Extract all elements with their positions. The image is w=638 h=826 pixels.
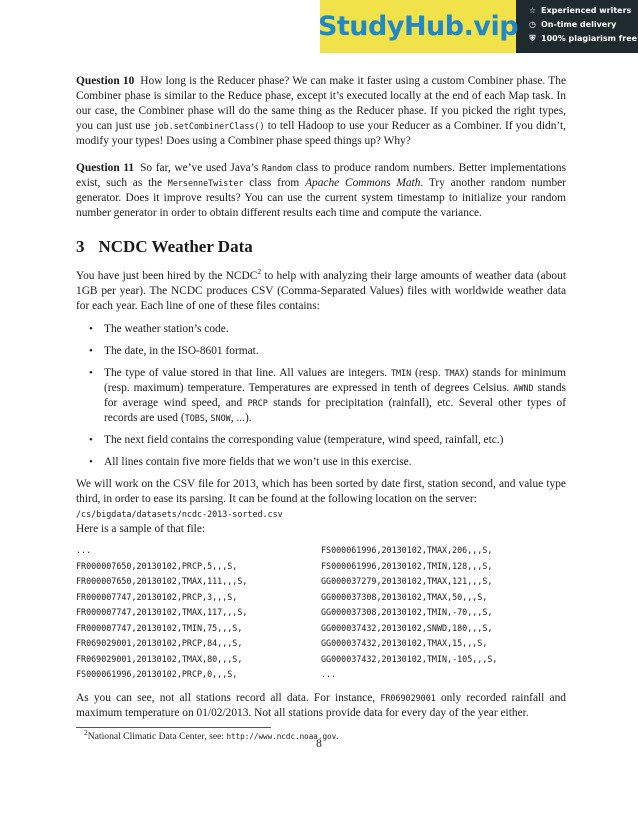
outro-paragraph — [76, 691, 566, 721]
text: The type of value stored in that line. All values are integers. — [104, 367, 391, 379]
badge-label: Experienced writers — [541, 6, 632, 15]
text: stands for average wind speed, and — [104, 382, 566, 409]
list-item — [76, 366, 566, 426]
section-heading — [76, 237, 566, 257]
footnote-link[interactable]: http://www.ncdc.noaa.gov — [226, 731, 337, 741]
text: to tell Hadoop to use your Reducer as a Combiner. If you didn’t, modify your types! Does using a Combiner phase speed things up? Why? — [76, 120, 566, 147]
text: class from — [243, 177, 306, 189]
list-item: • All lines contain five more fields that we won’t use in this exercise. — [76, 455, 566, 470]
code-line: FR000007747,20130102,PRCP,3,,,S, — [76, 591, 238, 602]
text: We will work on the CSV file for 2013, which has been sorted by date first, station second, and value type third, in order to ease its parsing. It can be found at the following location on the server: — [76, 478, 566, 505]
text: . Try another random number generator. Does it improve results? You can use the current system timestamp to initialize your random number generator in order to obtain different results each time and compute the variance. — [76, 177, 566, 219]
file-path: /cs/bigdata/datasets/ncdc-2013-sorted.csv — [76, 509, 283, 519]
badge-list — [516, 0, 638, 53]
code-line: FR000007650,20130102,TMAX,111,,,S, — [76, 576, 248, 586]
code-line: GG000037432,20130102,TMAX,15,,,S, — [321, 638, 488, 648]
text: to help with analyzing their large amounts of weather data (about 1GB per year). The NCDC produces CSV (Comma-Separated Values) files with worldwide weather data for each year. Each line of one of these files contains: — [76, 270, 566, 312]
code-line: FS000061996,20130102,TMIN,128,,,S, — [321, 560, 493, 571]
inline-code: TOBS — [184, 413, 205, 423]
text: So far, we’ve used Java’s — [140, 162, 262, 174]
text: As you can see, not all stations record all data. For instance, — [76, 691, 381, 704]
clock-icon: ◷ — [529, 20, 536, 29]
text: Here is a sample of that file: — [76, 523, 206, 535]
code-line: ... — [76, 545, 92, 555]
document-body — [76, 74, 566, 743]
logo-text: StudyHub.vip — [317, 11, 519, 42]
inline-code: SNOW — [210, 413, 231, 423]
code-line: FR000007747,20130102,TMAX,117,,,S, — [76, 607, 248, 617]
star-icon: ☆ — [528, 6, 537, 15]
text: ) stands for minimum (resp. maximum) temperature. Temperatures are expressed in tenth of degrees Celsius. — [104, 367, 566, 394]
footnote-ref[interactable]: 2 — [257, 267, 262, 277]
text: stands for precipitation (rainfall), etc. Several other types of records are used ( — [104, 397, 566, 424]
code-line: FS000061996,20130102,PRCP,0,,,S, — [76, 669, 238, 679]
code-line: ... — [321, 669, 337, 679]
text: National Climatic Data Center, see: — [87, 730, 227, 742]
section-number: 3 — [76, 237, 85, 256]
code-line: FR000007747,20130102,TMIN,75,,,S, — [76, 622, 243, 633]
intro-paragraph — [76, 269, 566, 314]
inline-code: job.setCombinerClass() — [153, 121, 265, 131]
code-line: GG000037432,20130102,SNWD,180,,,S, — [321, 622, 493, 633]
inline-code: Random — [261, 163, 293, 173]
text: , — [204, 412, 211, 424]
footnote-mark: 2 — [84, 727, 88, 737]
text: You have just been hired by the NCDC — [76, 270, 258, 282]
code-line: FR000007650,20130102,PRCP,5,,,S, — [76, 560, 238, 571]
question-label: Question 11 — [76, 162, 135, 174]
question-11 — [76, 161, 566, 221]
inline-code: TMIN — [391, 368, 412, 378]
badge-plagiarism — [528, 33, 638, 45]
inline-code: AWND — [513, 383, 534, 393]
emphasis: Apache Commons Math — [305, 177, 421, 189]
badge-experienced — [528, 5, 638, 17]
code-line: FR069029001,20130102,PRCP,84,,,S, — [76, 638, 243, 648]
csv-sample — [76, 543, 566, 683]
text: class to produce random numbers. Better implementations exist, such as the — [76, 162, 566, 189]
code-line: FS000061996,20130102,TMAX,206,,,S, — [321, 545, 493, 555]
csv-sample-right — [321, 543, 566, 683]
inline-code: TMAX — [444, 368, 465, 378]
studyhub-logo[interactable] — [317, 0, 519, 53]
text: How long is the Reducer phase? We can make it faster using a custom Combiner phase. The Combiner phase is similar to the Reduce phase, except it’s executed locally at the end of each Map task. In our case, the Combiner phase will do the same thing as the Reducer phase. If you picked the right types, you can just use — [76, 75, 566, 132]
field-list — [76, 322, 566, 470]
section-title: NCDC Weather Data — [98, 237, 253, 256]
text: , ...). — [230, 412, 252, 424]
text: . — [336, 730, 339, 742]
shield-icon: ⛨ — [529, 34, 536, 43]
text: only recorded rainfall and maximum temperature on 01/02/2013. Not all stations provide data for every day of the year either. — [76, 691, 566, 719]
page-number: 8 — [316, 738, 322, 750]
question-10 — [76, 74, 566, 149]
footnote-divider — [76, 727, 271, 728]
list-item: • The next field contains the corresponding value (temperature, wind speed, rainfall, etc.) — [76, 433, 566, 448]
badge-label: 100% plagiarism free — [541, 34, 638, 43]
ad-banner[interactable] — [317, 0, 638, 53]
csv-sample-left — [76, 543, 321, 683]
inline-code: MersenneTwister — [167, 178, 244, 188]
inline-code: FR069029001 — [380, 692, 436, 703]
code-line: GG000037432,20130102,TMIN,-105,,,S, — [321, 653, 498, 664]
list-item: • The date, in the ISO-8601 format. — [76, 344, 566, 359]
code-line: GG000037308,20130102,TMIN,-70,,,S, — [321, 607, 493, 617]
badge-delivery — [528, 19, 638, 31]
list-item: • The weather station’s code. — [76, 322, 566, 337]
code-line: FR069029001,20130102,TMAX,80,,,S, — [76, 653, 243, 664]
text: (resp. — [411, 367, 445, 379]
badge-label: On-time delivery — [541, 20, 617, 29]
work-paragraph — [76, 477, 566, 537]
inline-code: PRCP — [247, 398, 268, 408]
code-line: GG000037279,20130102,TMAX,121,,,S, — [321, 576, 493, 586]
question-label: Question 10 — [76, 75, 135, 87]
code-line: GG000037308,20130102,TMAX,50,,,S, — [321, 591, 488, 602]
